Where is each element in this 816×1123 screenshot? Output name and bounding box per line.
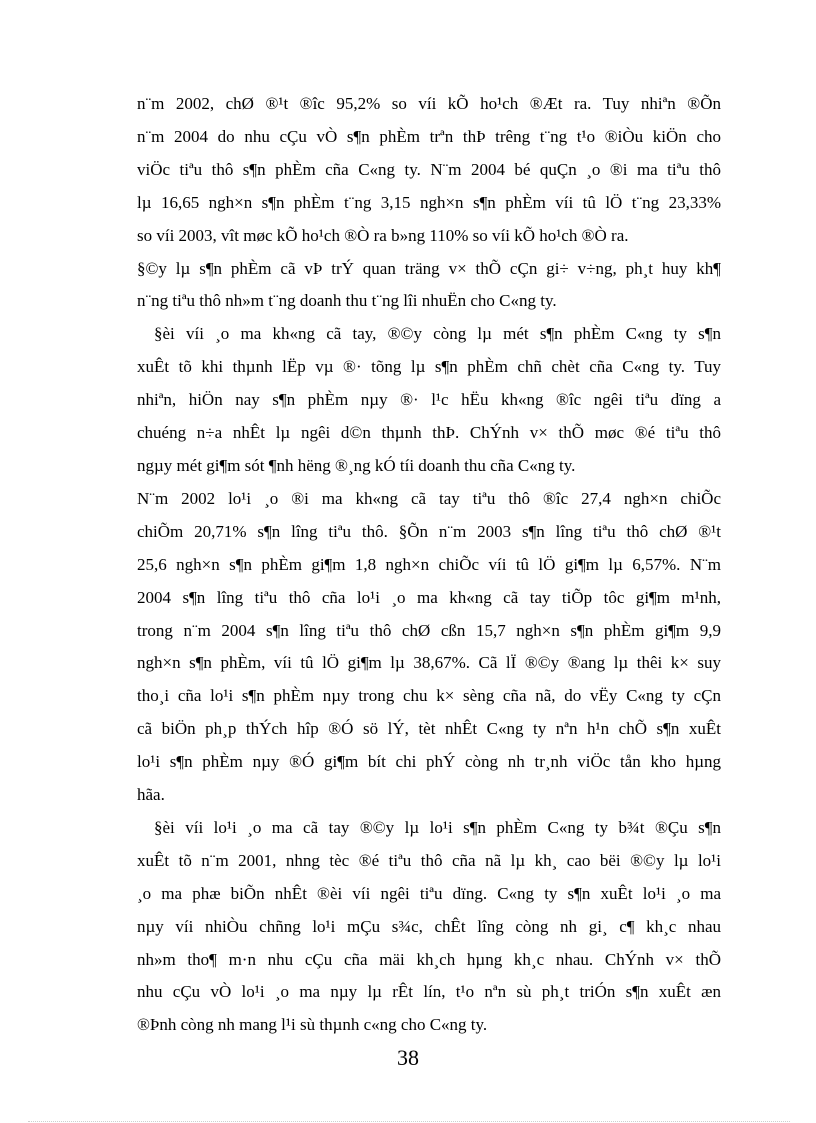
text-line: N¨m 2002 lo¹i ¸o ®i ma kh«ng cã tay tiªu thô ®îc 27,4 ngh×n chiÕc — [137, 488, 721, 508]
text-line: hãa. — [137, 785, 165, 805]
text-line: nhiªn, hiÖn nay s¶n phÈm nµy ®· l¹c hËu kh«ng ®îc ngêi tiªu dïng a — [137, 390, 721, 410]
text-line: 25,6 ngh×n s¶n phÈm gi¶m 1,8 ngh×n chiÕc víi tû lÖ gi¶m lµ 6,57%. N¨m — [137, 554, 721, 574]
text-line: cã biÖn ph¸p thÝch hîp ®Ó sö lÝ, tèt nhÊt C«ng ty nªn h¹n chÕ s¶n xuÊt — [137, 719, 721, 739]
text-line: nµy víi nhiÒu chñng lo¹i mÇu s¾c, chÊt lîng còng nh gi¸ c¶ kh¸c nhau — [137, 916, 721, 936]
text-line: viÖc tiªu thô s¶n phÈm cña C«ng ty. N¨m 2004 bé quÇn ¸o ®i ma tiªu thô — [137, 159, 721, 179]
text-line: so víi 2003, vît møc kÕ ho¹ch ®Ò ra b»ng 110% so víi kÕ ho¹ch ®Ò ra. — [137, 225, 629, 245]
document-body — [137, 88, 721, 1042]
text-line: ®Þnh còng nh mang l¹i sù thµnh c«ng cho C«ng ty. — [137, 1015, 488, 1035]
text-line: 2004 s¶n lîng tiªu thô cña lo¹i ¸o ma kh«ng cã tay tiÕp tôc gi¶m m¹nh, — [137, 587, 721, 607]
text-line: n¨ng tiªu thô nh»m t¨ng doanh thu t¨ng lîi nhuËn cho C«ng ty. — [137, 291, 557, 311]
text-line: chuéng n÷a nhÊt lµ ngêi d©n thµnh thÞ. ChÝnh v× thÕ møc ®é tiªu thô — [137, 423, 721, 443]
text-line: §èi víi ¸o ma kh«ng cã tay, ®©y còng lµ mét s¶n phÈm C«ng ty s¶n — [154, 324, 721, 344]
text-line: ngµy mét gi¶m sót ¶nh hëng ®¸ng kÓ tíi doanh thu cña C«ng ty. — [137, 455, 576, 475]
text-line: xuÊt tõ n¨m 2001, nhng tèc ®é tiªu thô cña nã lµ kh¸ cao bëi ®©y lµ lo¹i — [137, 850, 721, 870]
page-bottom-border — [28, 1121, 790, 1122]
text-line: lo¹i s¶n phÈm nµy ®Ó gi¶m bít chi phÝ còng nh tr¸nh viÖc tån kho hµng — [137, 752, 721, 772]
text-line: tho¸i cña lo¹i s¶n phÈm nµy trong chu k× sèng cña nã, do vËy C«ng ty cÇn — [137, 686, 721, 706]
text-line: ¸o ma phæ biÕn nhÊt ®èi víi ngêi tiªu dïng. C«ng ty s¶n xuÊt lo¹i ¸o ma — [137, 883, 721, 903]
text-line: n¨m 2002, chØ ®¹t ®îc 95,2% so víi kÕ ho¹ch ®Æt ra. Tuy nhiªn ®Õn — [137, 94, 721, 113]
text-line: ngh×n s¶n phÈm, víi tû lÖ gi¶m lµ 38,67%. Cã lÏ ®©y ®ang lµ thêi k× suy — [137, 653, 721, 673]
text-line: trong n¨m 2004 s¶n lîng tiªu thô chØ cßn 15,7 ngh×n s¶n phÈm gi¶m 9,9 — [137, 620, 721, 640]
text-line: nhu cÇu vÒ lo¹i ¸o ma nµy lµ rÊt lín, t¹o nªn sù ph¸t triÓn s¶n xuÊt æn — [137, 982, 721, 1002]
text-line: chiÕm 20,71% s¶n lîng tiªu thô. §Õn n¨m 2003 s¶n lîng tiªu thô chØ ®¹t — [137, 521, 721, 541]
page-number: 38 — [397, 1045, 419, 1070]
text-line: §©y lµ s¶n phÈm cã vÞ trÝ quan träng v× thÕ cÇn gi÷ v÷ng, ph¸t huy kh¶ — [137, 258, 721, 278]
text-line: §èi víi lo¹i ¸o ma cã tay ®©y lµ lo¹i s¶n phÈm C«ng ty b¾t ®Çu s¶n — [154, 817, 721, 837]
text-line: lµ 16,65 ngh×n s¶n phÈm t¨ng 3,15 ngh×n s¶n phÈm víi tû lÖ t¨ng 23,33% — [137, 192, 721, 212]
text-line: xuÊt tõ khi thµnh lËp vµ ®· tõng lµ s¶n phÈm chñ chèt cña C«ng ty. Tuy — [137, 357, 721, 377]
text-line: nh»m tho¶ m·n nhu cÇu cña mäi kh¸ch hµng kh¸c nhau. ChÝnh v× thÕ — [137, 949, 721, 969]
text-line: n¨m 2004 do nhu cÇu vÒ s¶n phÈm trªn thÞ trêng t¨ng t¹o ®iÒu kiÖn cho — [137, 126, 721, 146]
